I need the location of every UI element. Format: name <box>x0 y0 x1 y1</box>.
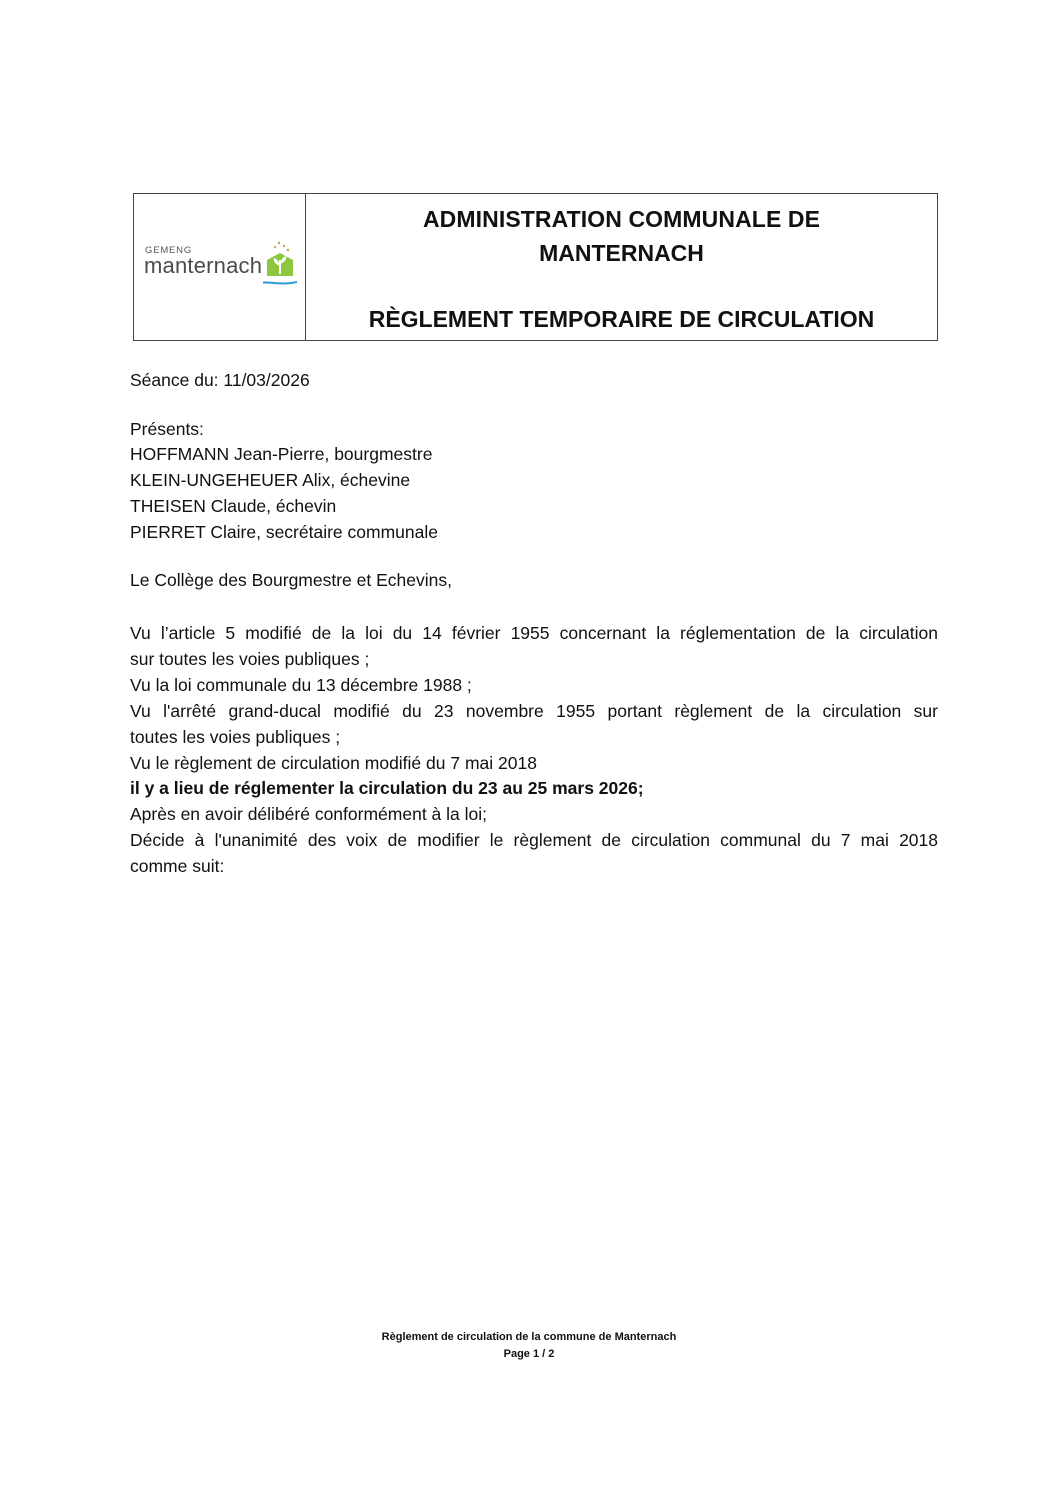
decision-line2: comme suit: <box>130 856 225 876</box>
logo-big-text: manternach <box>144 253 263 278</box>
document-header <box>133 193 938 341</box>
presents-label: Présents: <box>130 419 204 439</box>
logo-cell <box>134 194 306 340</box>
title-commune: MANTERNACH <box>539 240 704 266</box>
consideration-arrete-line1: Vu l'arrêté grand-ducal modifié du 23 novembre 1955 portant règlement de la circulation sur <box>130 701 938 721</box>
consideration-arrete-line2: toutes les voies publiques ; <box>130 727 341 747</box>
consideration-arrete <box>130 698 938 724</box>
consideration-reglement: Vu le règlement de circulation modifié du 7 mai 2018 <box>130 753 537 773</box>
member-bourgmestre: HOFFMANN Jean-Pierre, bourgmestre <box>130 444 433 464</box>
title-cell <box>306 194 937 340</box>
member-echevin: THEISEN Claude, échevin <box>130 496 337 516</box>
member-echevine: KLEIN-UNGEHEUER Alix, échevine <box>130 470 411 490</box>
manternach-logo <box>145 240 295 290</box>
logo-small-text: GEMENG <box>145 245 193 256</box>
consideration-article-5 <box>130 620 938 646</box>
consideration-il-y-a-lieu: il y a lieu de réglementer la circulation du 23 au 25 mars 2026; <box>130 778 644 798</box>
footer-title: Règlement de circulation de la commune de Manternach <box>381 1331 677 1343</box>
decision <box>130 827 938 853</box>
consideration-loi-communale: Vu la loi communale du 13 décembre 1988 ; <box>130 675 472 695</box>
college-statement: Le Collège des Bourgmestre et Echevins, <box>130 570 452 590</box>
logo-leaf-icon <box>263 240 297 288</box>
consideration-deliberation: Après en avoir délibéré conformément à la loi; <box>130 804 487 824</box>
seance-date: Séance du: 11/03/2026 <box>130 370 310 390</box>
title-reglement: RÈGLEMENT TEMPORAIRE DE CIRCULATION <box>368 306 875 332</box>
title-administration: ADMINISTRATION COMMUNALE DE <box>422 206 821 232</box>
decision-line1: Décide à l'unanimité des voix de modifier le règlement de circulation communal du 7 mai 2018 <box>130 830 938 850</box>
consideration-article-5-line1: Vu l’article 5 modifié de la loi du 14 février 1955 concernant la réglementation de la circulation <box>130 623 938 643</box>
member-secretaire: PIERRET Claire, secrétaire communale <box>130 522 438 542</box>
consideration-article-5-line2: sur toutes les voies publiques ; <box>130 649 370 669</box>
footer-page-number: Page 1 / 2 <box>503 1348 555 1360</box>
